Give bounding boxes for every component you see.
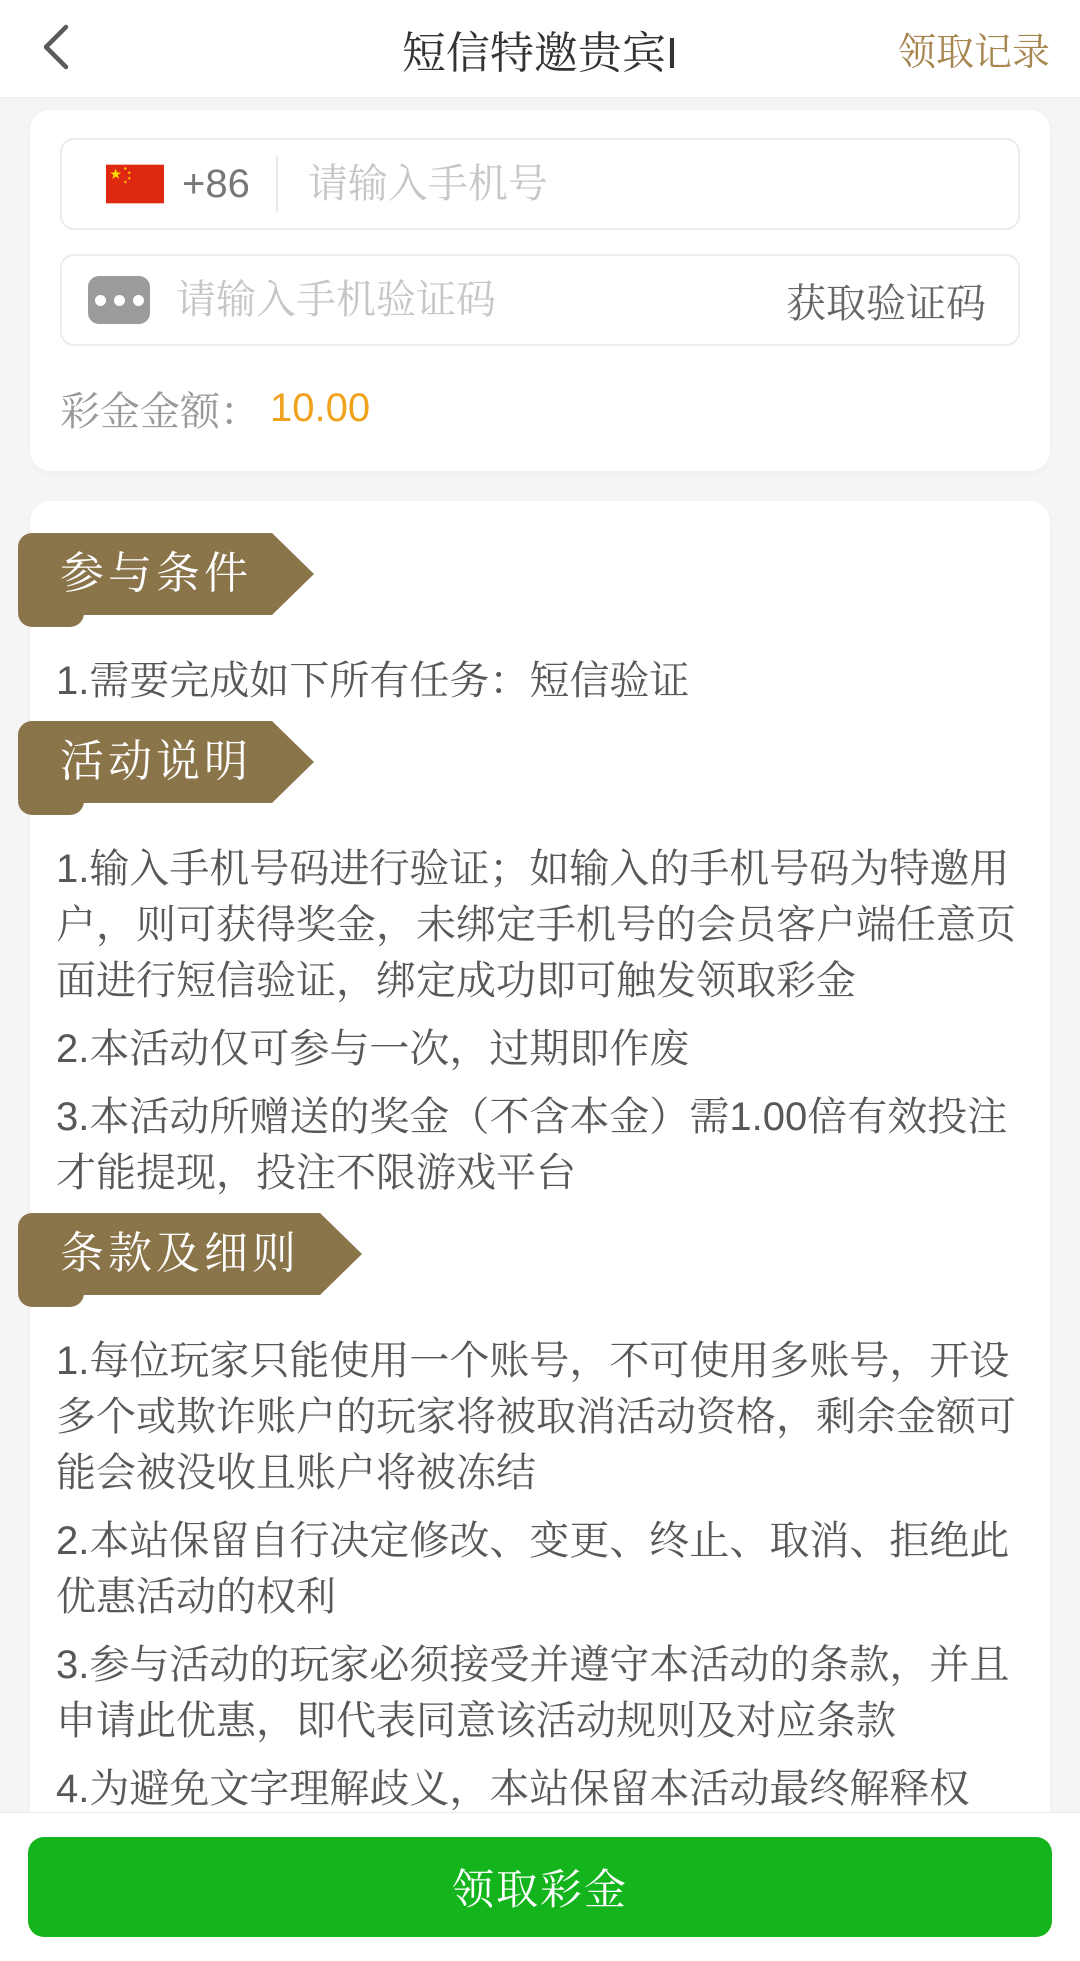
verification-code-input[interactable] xyxy=(174,277,780,324)
content-area[interactable] xyxy=(0,97,1080,1813)
paragraph: 1.输入手机号码进行验证；如输入的手机号码为特邀用户，则可获得奖金，未绑定手机号的会员客户端任意页面进行短信验证，绑定成功即可触发领取彩金 xyxy=(56,847,1016,1003)
bonus-row xyxy=(60,380,1020,437)
section-ribbon: 参与条件 xyxy=(18,533,272,615)
header-bar xyxy=(0,0,1080,98)
paragraph: 3.参与活动的玩家必须接受并遵守本活动的条款，并且申请此优惠，即代表同意该活动规则及对应条款 xyxy=(56,1643,1010,1743)
paragraph: 1.需要完成如下所有任务：短信验证 xyxy=(56,659,690,703)
page-title: 短信特邀贵宾I xyxy=(401,28,679,78)
chevron-left-icon xyxy=(38,21,72,76)
input-divider xyxy=(276,156,278,212)
promo-details-card xyxy=(30,501,1050,1813)
country-code-label: +86 xyxy=(182,161,250,206)
phone-input-row xyxy=(60,138,1020,230)
paragraph: 3.本活动所赠送的奖金（不含本金）需1.00倍有效投注才能提现，投注不限游戏平台 xyxy=(56,1095,1008,1195)
country-code-selector[interactable] xyxy=(106,162,250,207)
bottom-bar xyxy=(0,1813,1080,1961)
section-terms xyxy=(56,1213,1024,1813)
section-activity-notes xyxy=(56,721,1024,1201)
section-participation xyxy=(56,533,1024,709)
claim-bonus-button[interactable]: 领取彩金 xyxy=(28,1837,1052,1937)
section-ribbon: 条款及细则 xyxy=(18,1213,320,1295)
china-flag-icon xyxy=(106,164,164,204)
paragraph: 4.为避免文字理解歧义，本站保留本活动最终解释权 xyxy=(56,1767,970,1811)
phone-form-card xyxy=(30,110,1050,471)
section-ribbon: 活动说明 xyxy=(18,721,272,803)
paragraph: 2.本站保留自行决定修改、变更、终止、取消、拒绝此优惠活动的权利 xyxy=(56,1519,1010,1619)
get-code-button[interactable]: 获取验证码 xyxy=(780,271,992,330)
code-input-row xyxy=(60,254,1020,346)
claim-records-link[interactable]: 领取记录 xyxy=(897,32,1050,74)
sms-code-icon xyxy=(88,276,150,324)
paragraph: 1.每位玩家只能使用一个账号，不可使用多账号，开设多个或欺诈账户的玩家将被取消活动资格，剩余金额可能会被没收且账户将被冻结 xyxy=(56,1339,1016,1495)
back-button[interactable] xyxy=(28,0,82,97)
phone-input[interactable] xyxy=(306,161,992,208)
bonus-label: 彩金金额： xyxy=(60,390,260,434)
paragraph: 2.本活动仅可参与一次，过期即作废 xyxy=(56,1027,690,1071)
bonus-amount: 10.00 xyxy=(270,386,371,430)
